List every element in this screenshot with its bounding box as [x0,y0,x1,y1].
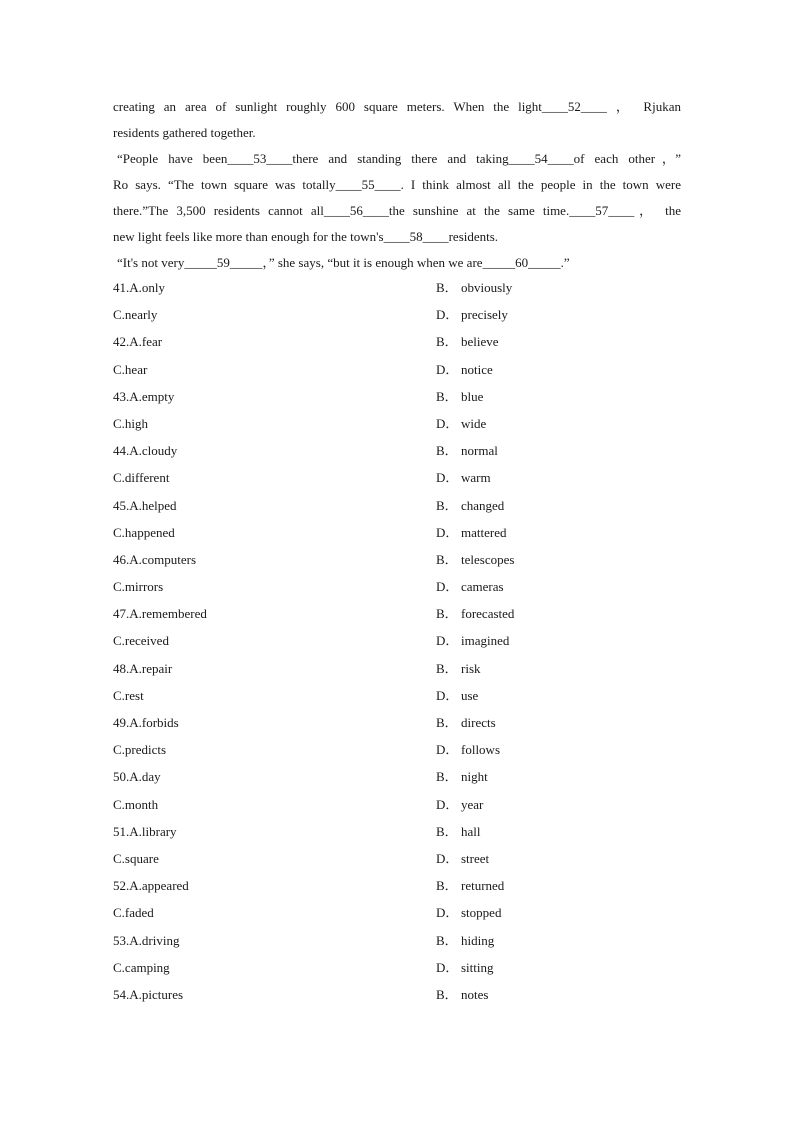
option-letter: B． [436,932,458,948]
blank-52: ____52____ [541,99,607,114]
option-b [436,600,514,627]
option-c: C.different [113,470,170,486]
option-row [113,899,713,926]
option-letter: D． [436,307,459,323]
option-row [113,872,713,899]
option-row [113,573,713,600]
option-b [436,492,504,519]
passage-text: Ro says. “The town square was totally [113,177,336,192]
question-option-a: 48.A.repair [113,660,173,676]
option-text: street [461,850,490,866]
option-row [113,791,713,818]
question-option-a: 41.A.only [113,280,165,295]
option-letter: B． [436,551,458,567]
option-row [113,818,713,845]
option-c: C.hear [113,361,148,377]
question-option-a: 47.A.remembered [113,606,207,622]
option-text: imagined [461,633,510,649]
option-letter: D． [436,579,459,595]
passage-text: residents gathered together. [113,125,256,140]
option-text: obviously [461,280,513,295]
option-text: hall [461,823,481,839]
option-letter: B． [436,878,458,894]
option-letter: B． [436,334,458,350]
option-text: directs [461,715,496,730]
blank-53: ____53____ [227,151,293,166]
option-text: blue [461,388,484,404]
option-row [113,328,713,355]
option-text: returned [461,878,505,894]
option-b [436,818,481,845]
option-row [113,954,713,981]
option-text: mattered [461,524,507,540]
question-option-a: 50.A.day [113,769,161,785]
option-letter: D． [436,905,459,921]
option-d [436,519,506,546]
option-d [436,682,478,709]
passage-text: residents. [448,229,499,244]
option-c: C.rest [113,687,144,703]
option-c: C.square [113,850,159,866]
option-c: C.mirrors [113,579,164,595]
option-text: notice [461,361,493,377]
answer-options-list [113,274,713,1008]
option-d [436,410,486,437]
option-c: C.high [113,415,149,431]
passage-line-1 [113,94,681,120]
option-row [113,410,713,437]
option-d [436,791,483,818]
question-option-a: 51.A.library [113,823,177,839]
passage-line-5 [113,198,681,224]
option-text: night [461,769,488,785]
option-text: hiding [461,932,495,948]
option-row [113,519,713,546]
option-text: believe [461,334,499,350]
option-letter: D． [436,796,459,812]
option-b [436,981,488,1008]
passage-text: new light feels like more than enough for the town's [113,229,384,244]
option-letter: B． [436,823,458,839]
option-c: C.happened [113,524,175,540]
option-c: C.received [113,633,169,649]
option-text: cameras [461,579,504,595]
option-text: forecasted [461,606,515,622]
option-letter: B． [436,986,458,1002]
option-row [113,709,713,736]
option-b [436,328,499,355]
option-letter: D． [436,361,459,377]
option-c: C.camping [113,959,170,975]
passage-line-7 [113,250,681,276]
option-letter: B． [436,660,458,676]
option-text: sitting [461,959,494,975]
option-d [436,845,489,872]
option-row [113,927,713,954]
blank-55: ____55____ [335,177,401,192]
option-row [113,274,713,301]
option-c: C.predicts [113,742,167,758]
option-d [436,573,504,600]
option-text: wide [461,415,487,431]
option-text: use [461,687,479,703]
option-letter: D． [436,524,459,540]
option-d [436,464,491,491]
option-text: telescopes [461,551,515,567]
option-d [436,736,500,763]
option-row [113,301,713,328]
blank-57: ____57____ [569,203,635,218]
option-letter: D． [436,742,459,758]
option-letter: B． [436,443,458,459]
option-text: year [461,796,484,812]
passage-text: ， Rjukan [606,99,681,114]
option-d [436,899,501,926]
passage-text: there and standing there and taking [292,151,509,166]
option-row [113,763,713,790]
question-option-a: 45.A.helped [113,497,177,513]
option-b [436,927,494,954]
option-letter: D． [436,959,459,975]
option-letter: D． [436,470,459,486]
option-row [113,492,713,519]
option-b [436,709,496,736]
option-b [436,383,483,410]
reading-passage [113,94,681,276]
option-text: normal [461,443,498,459]
option-row [113,627,713,654]
passage-line-3 [113,146,681,172]
option-c: C.nearly [113,307,158,323]
option-letter: D． [436,415,459,431]
option-letter: B． [436,388,458,404]
option-b [436,274,512,301]
question-option-a: 42.A.fear [113,334,163,350]
option-c: C.month [113,796,159,812]
question-option-a: 53.A.driving [113,932,180,948]
option-row [113,736,713,763]
option-row [113,383,713,410]
passage-text: ，” she says, “but it is enough when we are [262,255,483,270]
option-b [436,437,498,464]
question-option-a: 44.A.cloudy [113,443,178,459]
option-c: C.faded [113,905,154,921]
option-letter: B． [436,497,458,513]
question-option-a: 52.A.appeared [113,878,189,894]
question-option-a: 43.A.empty [113,388,175,404]
option-letter: D． [436,850,459,866]
option-b [436,546,514,573]
option-b [436,872,504,899]
question-option-a: 49.A.forbids [113,715,179,730]
blank-56: ____56____ [323,203,389,218]
passage-line-4 [113,172,681,198]
option-row [113,356,713,383]
passage-text: there.”The 3,500 residents cannot all [113,203,324,218]
option-text: risk [461,660,481,676]
option-d [436,301,508,328]
option-row [113,655,713,682]
option-b [436,655,481,682]
option-text: precisely [461,307,508,323]
option-row [113,600,713,627]
question-option-a: 46.A.computers [113,551,197,567]
option-letter: D． [436,687,459,703]
passage-text: . I think almost all the people in the town were [400,177,681,192]
passage-text: “People have been [117,151,228,166]
passage-text: ， the [634,203,681,218]
option-letter: B． [436,606,458,622]
option-letter: D． [436,633,459,649]
option-row [113,682,713,709]
option-d [436,356,493,383]
blank-60: _____60_____ [482,255,561,270]
option-row [113,546,713,573]
passage-text: the sunshine at the same time. [388,203,570,218]
option-text: changed [461,497,505,513]
option-text: warm [461,470,491,486]
passage-text: .” [560,255,570,270]
option-row [113,845,713,872]
option-d [436,627,509,654]
option-text: stopped [461,905,502,921]
passage-text: “It's not very [117,255,185,270]
passage-text: creating an area of sunlight roughly 600 square meters. When the light [113,99,542,114]
option-text: notes [461,986,489,1002]
option-b [436,763,488,790]
passage-line-6 [113,224,681,250]
blank-59: _____59_____ [184,255,263,270]
question-option-a: 54.A.pictures [113,986,184,1002]
passage-line-2 [113,120,681,146]
option-text: follows [461,742,500,758]
option-row [113,981,713,1008]
option-row [113,437,713,464]
option-row [113,464,713,491]
blank-58: ____58____ [383,229,449,244]
option-letter: B． [436,715,458,730]
blank-54: ____54____ [508,151,574,166]
option-letter: B． [436,280,458,295]
option-d [436,954,494,981]
option-letter: B． [436,769,458,785]
passage-text: of each other，” [573,151,681,166]
